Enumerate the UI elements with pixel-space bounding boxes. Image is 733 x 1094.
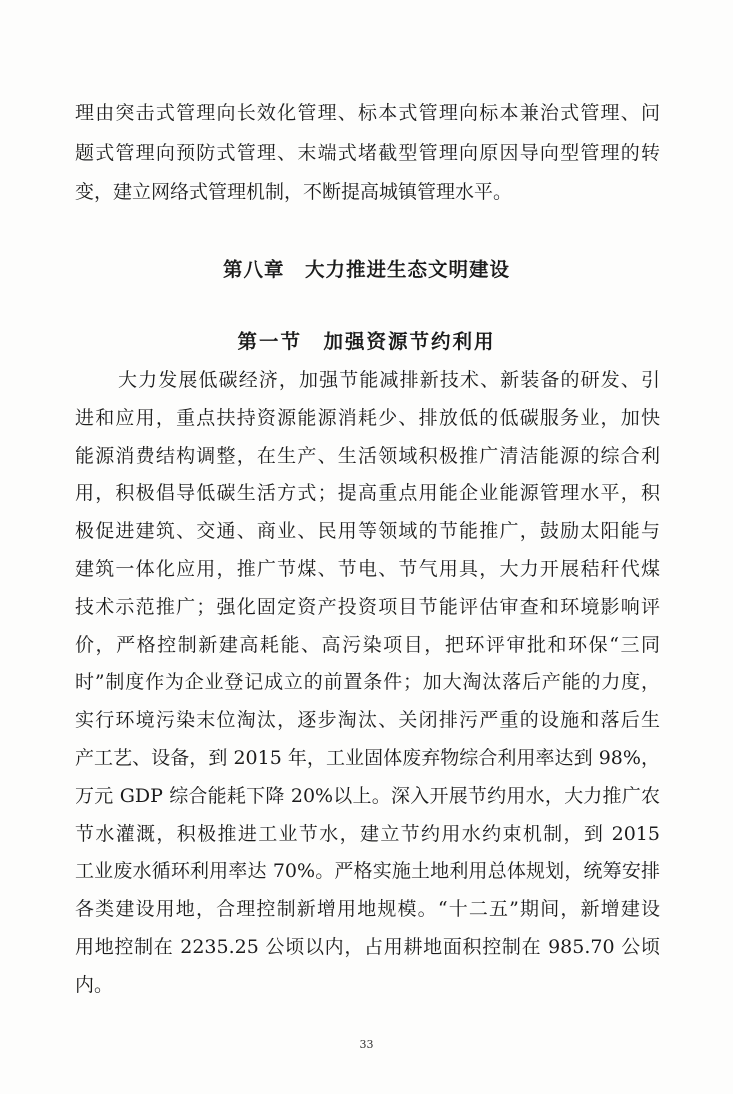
page-number: 33 bbox=[359, 1038, 374, 1051]
text-line: 变，建立网络式管理机制，不断提高城镇管理水平。 bbox=[75, 181, 513, 203]
text-line: 大力发展低碳经济，加强节能减排新技术、新装备的研发、引 bbox=[118, 369, 660, 391]
text-line: 进和应用，重点扶持资源能源消耗少、排放低的低碳服务业，加快 bbox=[75, 406, 660, 429]
text-line: 万元 GDP 综合能耗下降 20%以上。深入开展节约用水，大力推广农 bbox=[75, 784, 660, 807]
text-line: 技术示范推广；强化固定资产投资项目节能评估审查和环境影响评 bbox=[75, 595, 660, 618]
text-line: 建筑一体化应用，推广节煤、节电、节气用具，大力开展秸秆代煤 bbox=[75, 557, 660, 580]
text-line: 实行环境污染末位淘汰，逐步淘汰、关闭排污严重的设施和落后生 bbox=[75, 709, 660, 732]
text-line: 价，严格控制新建高耗能、高污染项目，把环评审批和环保“三同 bbox=[75, 633, 660, 656]
text-line: 产工艺、设备，到 2015 年，工业固体废弃物综合利用率达到 98%， bbox=[75, 746, 660, 769]
text-line: 工业废水循环利用率达 70%。严格实施土地利用总体规划，统筹安排 bbox=[75, 860, 660, 883]
text-line: 用地控制在 2235.25 公顷以内，占用耕地面积控制在 985.70 公顷 bbox=[75, 935, 660, 958]
text-line: 内。 bbox=[75, 973, 114, 996]
text-line: 节水灌溉，积极推进工业节水，建立节约用水约束机制，到 2015 bbox=[75, 822, 660, 845]
text-line: 理由突击式管理向长效化管理、标本式管理向标本兼治式管理、问 bbox=[75, 102, 660, 124]
body-paragraph-continued bbox=[75, 94, 660, 213]
text-line: 能源消费结构调整，在生产、生活领域积极推广清洁能源的综合利 bbox=[75, 444, 660, 467]
text-line: 用，积极倡导低碳生活方式；提高重点用能企业能源管理水平，积 bbox=[75, 482, 660, 505]
body-paragraph bbox=[75, 362, 660, 1005]
text-line: 各类建设用地，合理控制新增用地规模。“十二五”期间，新增建设 bbox=[75, 898, 660, 921]
chapter-heading: 第八章 大力推进生态文明建设 bbox=[222, 258, 510, 281]
section-heading: 第一节 加强资源节约利用 bbox=[237, 330, 496, 353]
text-line: 极促进建筑、交通、商业、民用等领域的节能推广，鼓励太阳能与 bbox=[75, 520, 660, 543]
text-line: 时”制度作为企业登记成立的前置条件；加大淘汰落后产能的力度， bbox=[75, 671, 660, 694]
text-line: 题式管理向预防式管理、末端式堵截型管理向原因导向型管理的转 bbox=[75, 141, 660, 164]
